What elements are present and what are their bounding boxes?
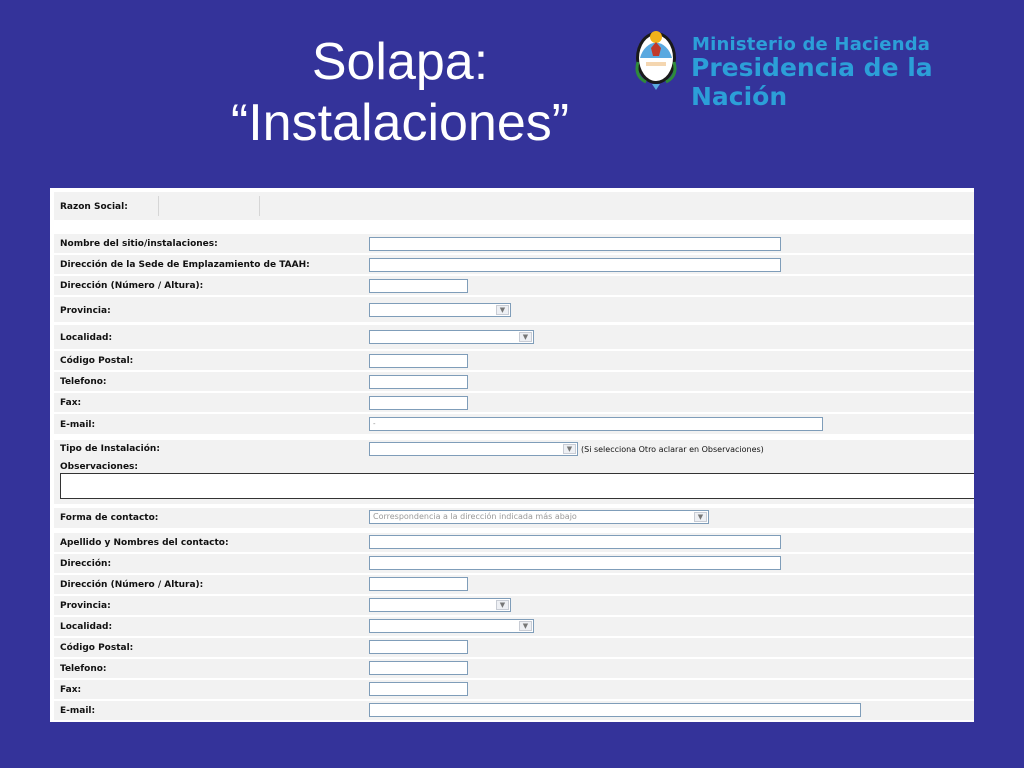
- contacto-provincia-select[interactable]: [369, 598, 511, 612]
- row-razon-social: [54, 192, 974, 220]
- contacto-direccion-input[interactable]: [369, 556, 781, 570]
- tipo-instalacion-note: (Si selecciona Otro aclarar en Observaciones): [581, 445, 764, 454]
- localidad-label: Localidad:: [60, 333, 113, 343]
- coat-of-arms-icon: [632, 18, 680, 92]
- contacto-telefono-label: Telefono:: [60, 664, 107, 674]
- forma-contacto-select[interactable]: [369, 510, 709, 524]
- telefono-input[interactable]: [369, 375, 468, 389]
- tipo-instalacion-label: Tipo de Instalación:: [60, 444, 160, 454]
- localidad-select[interactable]: [369, 330, 534, 344]
- row-contacto-nombre: [54, 533, 974, 552]
- fax-label: Fax:: [60, 398, 82, 408]
- contacto-localidad-select[interactable]: [369, 619, 534, 633]
- contacto-telefono-input[interactable]: [369, 661, 468, 675]
- provincia-label: Provincia:: [60, 306, 111, 316]
- contacto-nombre-input[interactable]: [369, 535, 781, 549]
- row-sede: [54, 255, 974, 274]
- codigo-postal-label: Código Postal:: [60, 356, 134, 366]
- observaciones-label: Observaciones:: [60, 462, 139, 472]
- contacto-fax-label: Fax:: [60, 685, 82, 695]
- row-forma-contacto: [54, 508, 974, 528]
- slide-title: [200, 32, 600, 154]
- chevron-down-icon: ▼: [496, 600, 509, 610]
- email-label: E-mail:: [60, 420, 96, 430]
- ministry-logo: [630, 18, 1015, 111]
- row-email: [54, 414, 974, 434]
- contacto-codigo-postal-label: Código Postal:: [60, 643, 134, 653]
- chevron-down-icon: ▼: [496, 305, 509, 315]
- row-observaciones: [54, 460, 974, 504]
- contacto-altura-input[interactable]: [369, 577, 468, 591]
- forma-contacto-label: Forma de contacto:: [60, 513, 159, 523]
- sede-label: Dirección de la Sede de Emplazamiento de TAAH:: [60, 260, 310, 270]
- row-contacto-telefono: [54, 659, 974, 678]
- razon-social-label: Razon Social:: [60, 202, 128, 212]
- observaciones-textarea[interactable]: [60, 473, 974, 499]
- logo-line2: Presidencia de la Nación: [691, 53, 933, 111]
- contacto-localidad-label: Localidad:: [60, 622, 113, 632]
- fax-input[interactable]: [369, 396, 468, 410]
- row-contacto-altura: [54, 575, 974, 594]
- contacto-provincia-label: Provincia:: [60, 601, 111, 611]
- contacto-email-label: E-mail:: [60, 706, 96, 716]
- row-tipo-instalacion: [54, 440, 974, 460]
- logo-line1: Ministerio de Hacienda: [692, 34, 931, 55]
- contacto-altura-label: Dirección (Número / Altura):: [60, 580, 204, 590]
- row-contacto-codigo-postal: [54, 638, 974, 657]
- row-provincia: [54, 297, 974, 322]
- slide-title-line2: “Instalaciones”: [230, 94, 570, 152]
- direccion-label: Dirección (Número / Altura):: [60, 281, 204, 291]
- row-fax: [54, 393, 974, 412]
- tipo-instalacion-select[interactable]: [369, 442, 578, 456]
- contacto-email-input[interactable]: [369, 703, 861, 717]
- contacto-codigo-postal-input[interactable]: [369, 640, 468, 654]
- sede-input[interactable]: [369, 258, 781, 272]
- row-telefono: [54, 372, 974, 391]
- contacto-fax-input[interactable]: [369, 682, 468, 696]
- row-contacto-direccion: [54, 554, 974, 573]
- direccion-input[interactable]: [369, 279, 468, 293]
- chevron-down-icon: ▼: [519, 332, 532, 342]
- provincia-select[interactable]: [369, 303, 511, 317]
- row-contacto-fax: [54, 680, 974, 699]
- chevron-down-icon: ▼: [519, 621, 532, 631]
- sitio-label: Nombre del sitio/instalaciones:: [60, 239, 218, 249]
- row-contacto-localidad: [54, 617, 974, 636]
- sitio-input[interactable]: [369, 237, 781, 251]
- chevron-down-icon: ▼: [694, 512, 707, 522]
- forma-contacto-value: Correspondencia a la dirección indicada más abajo: [373, 512, 577, 521]
- chevron-down-icon: ▼: [563, 444, 576, 454]
- codigo-postal-input[interactable]: [369, 354, 468, 368]
- row-localidad: [54, 325, 974, 349]
- row-sitio: [54, 234, 974, 253]
- slide-title-line1: Solapa:: [311, 33, 489, 91]
- row-codigo-postal: [54, 351, 974, 370]
- contacto-nombre-label: Apellido y Nombres del contacto:: [60, 538, 229, 548]
- razon-social-cell-divider: [158, 196, 260, 216]
- contacto-direccion-label: Dirección:: [60, 559, 112, 569]
- row-contacto-provincia: [54, 596, 974, 615]
- email-input[interactable]: -: [369, 417, 823, 431]
- row-direccion: [54, 276, 974, 295]
- row-contacto-email: [54, 701, 974, 720]
- telefono-label: Telefono:: [60, 377, 107, 387]
- installations-form: [50, 188, 974, 722]
